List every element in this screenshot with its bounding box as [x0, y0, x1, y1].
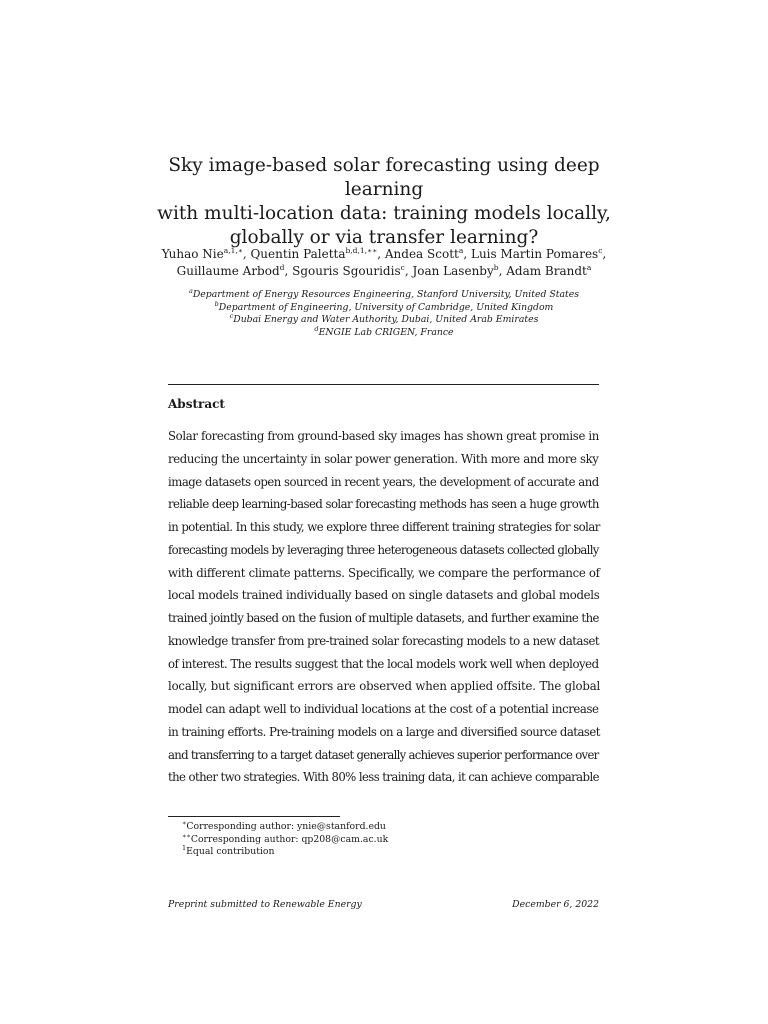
author-sep: , — [377, 247, 385, 261]
affiliation-mark: a — [188, 286, 193, 295]
paper-title — [150, 154, 618, 250]
abstract-line — [168, 562, 599, 585]
abstract-line — [168, 493, 599, 516]
author-name: Yuhao Nie — [161, 247, 224, 261]
abstract-line-text: reducing the uncertainty in solar power generation. With more and more sky — [168, 451, 599, 466]
abstract-line — [168, 584, 599, 607]
abstract-line — [168, 539, 599, 562]
preprint-note: Preprint submitted to Renewable Energy — [168, 899, 362, 910]
abstract-line — [168, 448, 599, 471]
author-affil-mark: c — [598, 246, 603, 255]
abstract-line — [168, 630, 599, 653]
affiliation-mark: b — [214, 299, 219, 308]
affiliation — [110, 311, 658, 327]
abstract-line — [168, 471, 599, 494]
footnote-rule — [168, 816, 340, 817]
author-line — [130, 263, 638, 280]
affiliation — [110, 324, 658, 340]
footnote-mark: 1 — [182, 844, 187, 853]
author-sep: , — [463, 247, 471, 261]
abstract-heading: Abstract — [168, 397, 225, 411]
abstract-line-text: knowledge transfer from pre-trained solar forecasting models to a new dataset — [168, 633, 600, 648]
footnote-mark: ∗∗ — [182, 831, 191, 840]
author-affil-mark: a — [458, 246, 464, 255]
affiliation-text: Department of Energy Resources Engineering, Stanford University, United States — [192, 289, 580, 300]
footnote — [182, 846, 388, 859]
author-name: Joan Lasenby — [412, 263, 494, 278]
title-line: with multi-location data: training models locally, — [157, 203, 611, 224]
abstract-line-text: image datasets open sourced in recent years, the development of accurate and — [168, 474, 599, 489]
author-name: Sgouris Sgouridis — [292, 263, 401, 278]
affiliation-list — [110, 286, 658, 339]
abstract-line-text: the other two strategies. With 80% less training data, it can achieve comparable — [168, 770, 599, 785]
affiliation-mark: c — [229, 311, 234, 320]
abstract-line-text: trained jointly based on the fusion of multiple datasets, and further examine the — [168, 611, 599, 625]
abstract-line — [168, 607, 599, 630]
author-name: Luis Martin Pomares — [470, 247, 599, 261]
affiliation-text: Department of Engineering, University of Cambridge, United Kingdom — [218, 301, 554, 313]
footnote-text: Corresponding author: ynie@stanford.edu — [186, 821, 386, 832]
abstract-line — [168, 425, 599, 448]
affiliation-mark: d — [314, 324, 319, 333]
author-sep: , — [498, 263, 507, 278]
author-list — [130, 246, 638, 279]
footnote — [182, 831, 389, 847]
title-line: Sky image-based solar forecasting using deep learning — [168, 155, 600, 200]
author-affil-mark: b,d,1,∗∗ — [345, 246, 378, 255]
author-sep: , — [404, 263, 413, 278]
abstract-line — [168, 675, 599, 698]
abstract-line-text: and transferring to a target dataset generally achieves superior performance over — [168, 747, 599, 762]
footnote-text: Equal contribution — [186, 846, 275, 858]
title-line: globally or via transfer learning? — [229, 227, 539, 248]
affiliation-text: Dubai Energy and Water Authority, Dubai, United Arab Emirates — [233, 314, 539, 325]
author-affil-mark: a — [586, 262, 592, 272]
author-name: Andea Scott — [384, 247, 459, 261]
footnote-text: Corresponding author: qp208@cam.ac.uk — [190, 833, 389, 845]
author-sep: , — [242, 247, 251, 261]
preprint-date: December 6, 2022 — [512, 899, 599, 910]
author-affil-mark: b — [493, 262, 499, 272]
author-name: Adam Brandt — [506, 263, 587, 278]
author-name: Quentin Paletta — [250, 247, 346, 261]
abstract-line-text: in potential. In this study, we explore three different training strategies for solar — [168, 520, 600, 534]
author-affil-mark: a,1,∗ — [223, 246, 243, 255]
author-sep: , — [602, 247, 607, 261]
abstract-line-text: with different climate patterns. Specifically, we compare the performance of — [168, 565, 600, 580]
author-name: Guillaume Arbod — [176, 263, 280, 278]
abstract-top-rule — [168, 384, 599, 385]
abstract-body — [168, 425, 599, 789]
abstract-line — [168, 698, 599, 721]
footnote-list — [182, 818, 389, 859]
abstract-line-text: reliable deep learning-based solar forecasting methods has seen a huge growth — [168, 497, 599, 512]
author-line — [130, 246, 638, 263]
abstract-line — [168, 766, 599, 789]
author-affil-mark: c — [400, 262, 405, 272]
affiliation-text: ENGIE Lab CRIGEN, France — [318, 326, 454, 338]
abstract-line-text: in training efforts. Pre-training models on a large and diversified source dataset — [168, 724, 600, 739]
abstract-line — [168, 516, 599, 539]
abstract-line-text: forecasting models by leveraging three heterogeneous datasets collected globally — [168, 542, 599, 557]
abstract-line — [168, 653, 599, 676]
affiliation — [110, 286, 658, 302]
abstract-line — [168, 744, 599, 767]
footnote-mark: ∗ — [182, 818, 187, 827]
abstract-line — [168, 721, 599, 744]
abstract-line-text: locally, but significant errors are observed when applied offsite. The global — [168, 679, 601, 694]
author-affil-mark: d — [279, 262, 285, 272]
author-sep: , — [284, 263, 293, 278]
footnote — [182, 818, 388, 834]
abstract-line-text: of interest. The results suggest that the local models work well when deployed — [168, 656, 599, 671]
affiliation — [110, 299, 658, 315]
abstract-line-text: Solar forecasting from ground-based sky images has shown great promise in — [168, 429, 599, 443]
abstract-line-text: model can adapt well to individual locations at the cost of a potential increase — [168, 702, 599, 716]
abstract-line-text: local models trained individually based on single datasets and global models — [168, 588, 600, 603]
